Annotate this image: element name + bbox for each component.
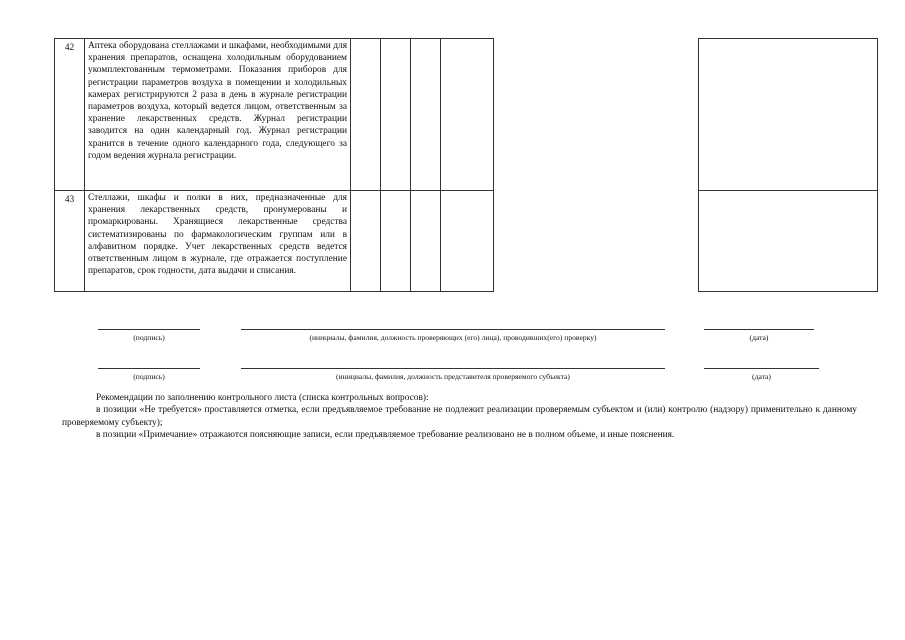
answer-cell-yes[interactable] [351,39,381,191]
row-number: 42 [55,39,85,191]
gap-cell [494,39,699,191]
date-field-inspector[interactable] [704,329,814,342]
recommendations [62,392,857,441]
checklist-table [54,38,878,292]
representative-caption: (инициалы, фамилия, должность представителя проверяемого субъекта) [336,372,570,381]
answer-cell-no[interactable] [381,39,411,191]
recommendation-item: в позиции «Не требуется» проставляется отметка, если предъявляемое требование не подлежит реализации проверяемым субъектом и (или) контролю (надзору) применительно к данному проверяемому субъекту); [62,405,857,428]
date-field-representative[interactable] [704,368,819,381]
recommendations-title: Рекомендации по заполнению контрольного листа (списка контрольных вопросов): [96,393,429,403]
note-cell[interactable] [699,191,878,292]
date-caption: (дата) [752,372,771,381]
signature-field-representative[interactable] [98,368,200,381]
representative-field[interactable] [241,368,665,381]
answer-cell-not-required[interactable] [411,191,441,292]
recommendation-item: в позиции «Примечание» отражаются поясняющие записи, если предъявляемое требование реализовано не в полном объеме, и иные пояснения. [96,429,675,440]
signature-field-inspector[interactable] [98,329,200,342]
inspectors-caption: (инициалы, фамилия, должность проверяющих (его) лица), проводивших(его) проверку) [309,333,597,342]
requirement-text: Стеллажи, шкафы и полки в них, предназначенные для хранения лекарственных средств, пронумерованы и промаркированы. Хранящиеся лекарственные средства систематизированы по фармакологическим группам или в алфавитном порядке. Учет лекарственных средств ведется ответственным лицом в журнале, где отражается поступление препаратов, срок годности, дата выдачи и списания. [85,191,351,292]
answer-cell-no[interactable] [381,191,411,292]
gap-cell [494,191,699,292]
answer-cell-not-required[interactable] [411,39,441,191]
signature-caption: (подпись) [133,333,165,342]
requirement-text: Аптека оборудована стеллажами и шкафами, необходимыми для хранения препаратов, оснащена холодильным оборудованием укомплектованным термометрами. Показания приборов для регистрации параметров воздуха в помещении и холодильных камерах регистрируются 2 раза в день в журнале регистрации параметров воздуха, который ведется лицом, ответственным за хранение лекарственных средств. Журнал регистрации заводится на один календарный год. Журнал регистрации хранится в течение одного календарного года, следующего за годом ведения журнала регистрации. [85,39,351,191]
note-cell[interactable] [699,39,878,191]
table-row [55,191,878,292]
table-row [55,39,878,191]
inspectors-field[interactable] [241,329,665,342]
answer-cell-yes[interactable] [351,191,381,292]
signature-caption: (подпись) [133,372,165,381]
date-caption: (дата) [749,333,769,342]
row-number: 43 [55,191,85,292]
answer-cell-basis[interactable] [441,191,494,292]
answer-cell-basis[interactable] [441,39,494,191]
